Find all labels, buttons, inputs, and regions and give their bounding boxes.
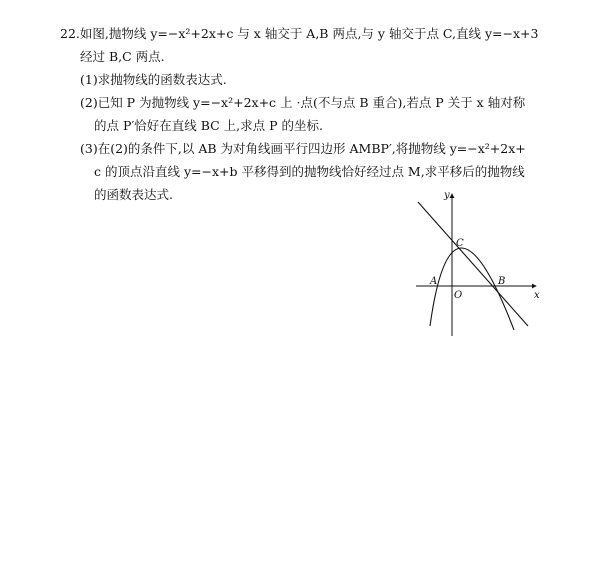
question-3-line-3: 的函数表达式. xyxy=(94,187,173,202)
figure-svg xyxy=(412,188,548,338)
problem-number: 22. xyxy=(60,26,80,41)
problem-stem-line-2: 经过 B,C 两点. xyxy=(80,49,165,64)
question-2-line-1: (2)已知 P 为抛物线 y=−x²+2x+c 上 ·点(不与点 B 重合),若点 P 关于 x 轴对称 xyxy=(80,95,526,110)
parabola-curve xyxy=(430,248,514,330)
label-x-axis: x xyxy=(534,290,540,301)
problem-stem-line-1 xyxy=(60,22,560,45)
label-origin: O xyxy=(454,290,463,301)
question-3-line-2: c 的顶点沿直线 y=−x+b 平移得到的抛物线恰好经过点 M,求平移后的抛物线 xyxy=(94,164,525,179)
label-y-axis: y xyxy=(444,190,450,201)
label-point-b: B xyxy=(498,276,506,287)
line-bc xyxy=(418,202,528,326)
label-point-a: A xyxy=(430,276,438,287)
label-point-c: C xyxy=(456,238,464,249)
question-2-line-2: 的点 P′恰好在直线 BC 上,求点 P 的坐标. xyxy=(94,118,323,133)
question-3-line-1: (3)在(2)的条件下,以 AB 为对角线画平行四边形 AMBP′,将抛物线 y=−x²+2x+ xyxy=(80,141,526,156)
problem-22 xyxy=(60,22,560,206)
problem-stem-text-1: 如图,抛物线 y=−x²+2x+c 与 x 轴交于 A,B 两点,与 y 轴交于点 C,直线 y=−x+3 xyxy=(79,26,539,41)
parabola-figure xyxy=(412,188,548,338)
question-1: (1)求抛物线的函数表达式. xyxy=(80,72,227,87)
